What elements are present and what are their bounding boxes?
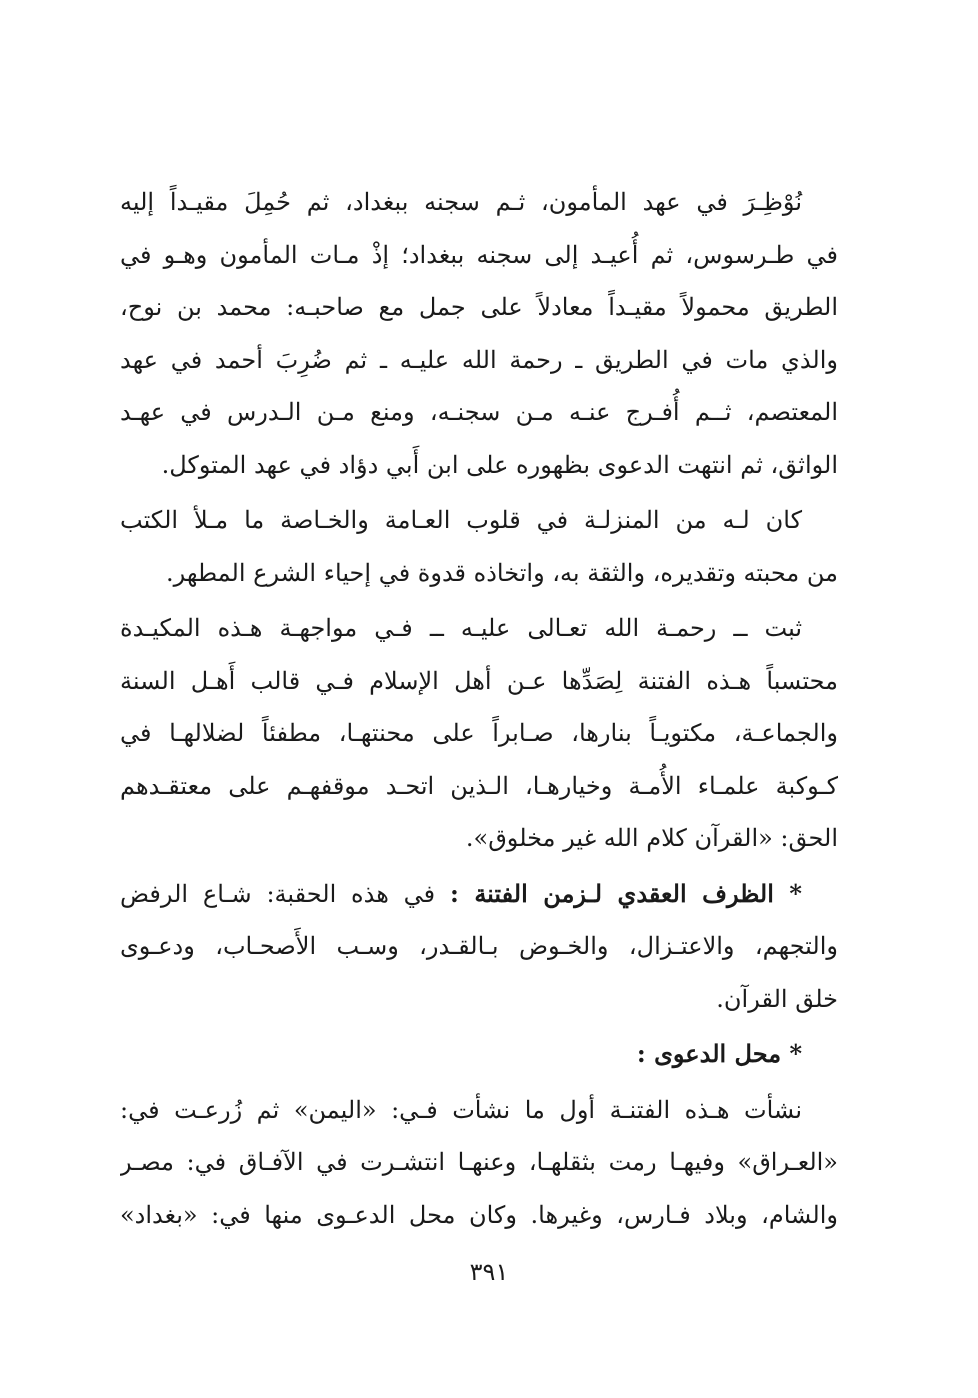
text-line: من محبته وتقديره، والثقة به، واتخاذه قدوة في إحياء الشرع المطهر. <box>166 558 838 587</box>
paragraph-1 <box>120 176 838 491</box>
heading-continuation: في هذه الحقبة: شـاع الرفض <box>120 879 450 908</box>
paragraph-4 <box>120 868 838 1026</box>
paragraph-3 <box>120 602 838 865</box>
text-line: والتجهم، والاعتـزال، والخـوض بـالقـدر، وسـب الأَصحـاب، ودعـوى <box>120 932 838 960</box>
paragraph-2 <box>120 494 838 599</box>
text-line: كـوكبة علمـاء الأُمـة وخيارهـا، الـذين اتحـد موقفهـم على معتقـدهم <box>120 771 838 800</box>
text-line: نُوْظِـرَ في عهد المأمون، ثـم سجنه ببغداد، ثم حُمِلَ مقيـداً إليه <box>120 188 802 216</box>
paragraph-6 <box>120 1084 838 1242</box>
text-line: نشأت هـذه الفتنـة أول ما نشأت فـي: «اليمن» ثم زُرعـت في: <box>120 1095 802 1124</box>
text-line: كان لـه من المنزلـة في قلوب العـامة والخـاصة ما مـلأ الكتب <box>120 506 802 534</box>
page-number: ٣٩١ <box>469 1258 509 1286</box>
text-line <box>120 868 838 921</box>
text-line: والجماعـة، مكتويـاً بنارها، صـابراً على محنتهـا، مطفئاً لضلالهـا في <box>120 719 838 747</box>
paragraph-5 <box>120 1028 838 1081</box>
text-line: الواثق، ثم انتهت الدعوى بظهوره على ابن أَبي دؤاد في عهد المتوكل. <box>161 450 838 479</box>
text-line: الحق: «القرآن كلام الله غير مخلوق». <box>465 824 838 852</box>
section-heading: * الظرف العقدي لـزمن الفتنة : <box>449 878 802 908</box>
page-body <box>120 176 838 1244</box>
text-line: والذي مات في الطريق ـ رحمة الله عليـه ـ ثم ضُرِبَ أحمد في عهد <box>120 345 838 374</box>
section-heading: * محل الدعوى : <box>636 1039 802 1068</box>
text-line: «العـراق» وفيهـا رمت بثقلهـا، وعنهـا انتشـرت في الآفـاق في: مصـر <box>120 1148 838 1176</box>
text-line: في طـرسوس، ثم أُعيـد إلى سجنه ببغداد؛ إذْ مـات المأمون وهـو في <box>120 240 838 269</box>
text-line: ثبت ــ رحمـة الله تعـالى عليـه ــ فـي مواجهـة هـذه المكيـدة <box>120 614 802 642</box>
text-line: خلق القرآن. <box>716 984 838 1013</box>
text-line: والشام، وبلاد فـارس، وغيرها. وكان محل الدعـوى منها في: «بغداد» <box>120 1200 838 1229</box>
text-line: المعتصم، ثــم أُفـرج عنـه مـن سجنـه، ومنع مـن الـدرس في عهـد <box>120 398 838 426</box>
text-line: الطريق محمولاً مقيـداً معادلاً على جمل مع صاحبـه: محمد بن نوح، <box>120 293 838 321</box>
text-line: محتسباً هـذه الفتنة لِصَدِّها عـن أهل الإسلام فـي قالب أَهـل السنة <box>120 666 838 695</box>
